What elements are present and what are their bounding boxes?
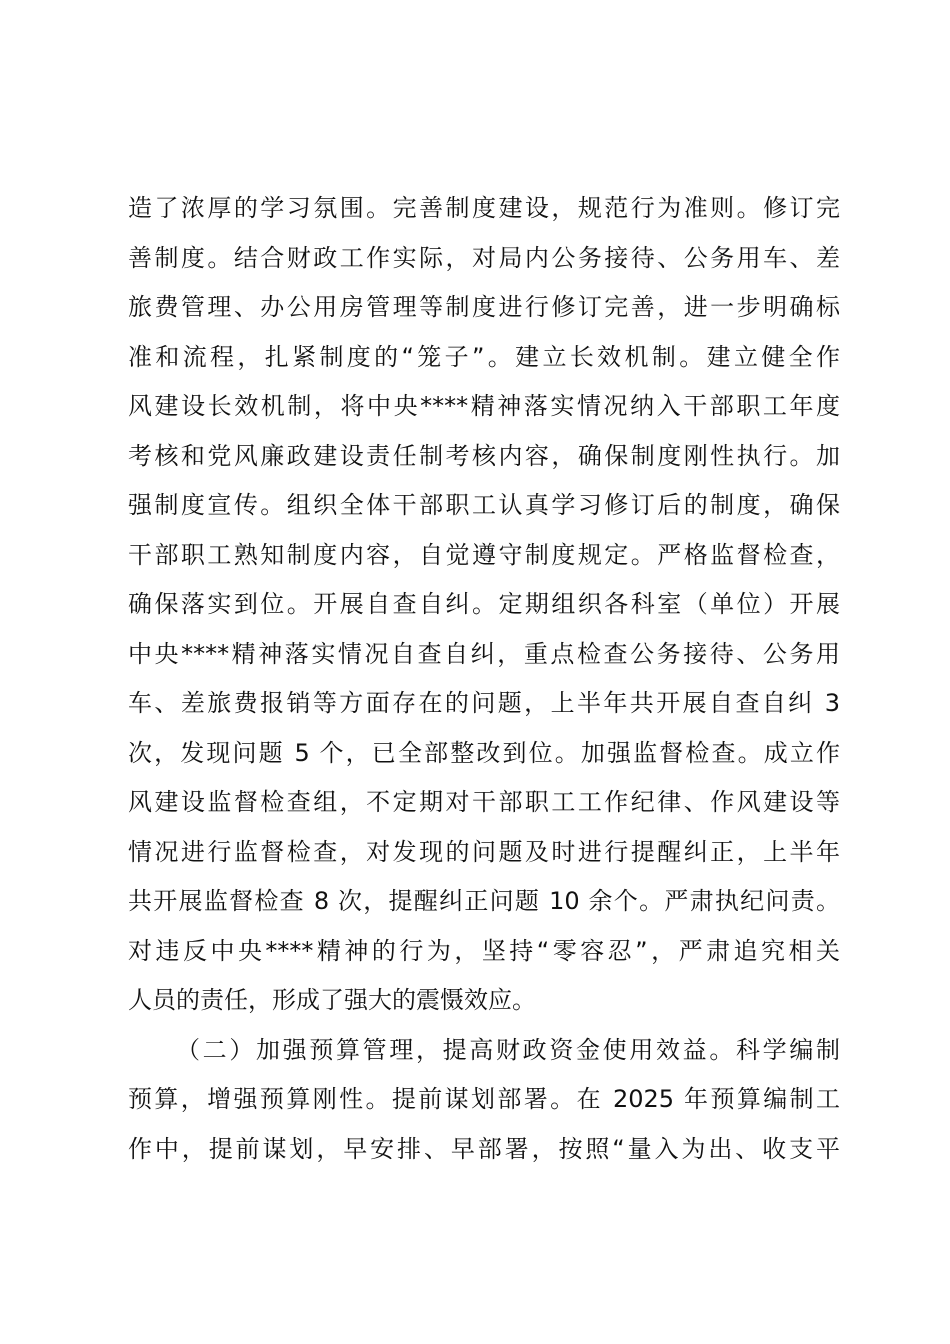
text-line: 对违反中央****精神的行为，坚持“零容忍”，严肃追究相关 [128, 936, 840, 965]
text-line: 风建设监督检查组，不定期对干部职工工作纪律、作风建设等 [128, 788, 840, 816]
text-line: 情况进行监督检查，对发现的问题及时进行提醒纠正，上半年 [128, 837, 840, 866]
text-line: 干部职工熟知制度内容，自觉遵守制度规定。严格监督检查， [128, 540, 840, 569]
text-line: 次，发现问题 5 个，已全部整改到位。加强监督检查。成立作 [128, 738, 840, 767]
paragraph-end-line: 人员的责任，形成了强大的震慑效应。 [128, 986, 536, 1014]
section-heading-line: （二）加强预算管理，提高财政资金使用效益。科学编制 [176, 1035, 840, 1064]
text-line: 车、差旅费报销等方面存在的问题，上半年共开展自查自纠 3 [128, 689, 840, 717]
text-line: 共开展监督检查 8 次，提醒纠正问题 10 余个。严肃执纪问责。 [128, 887, 840, 915]
text-line: 考核和党风廉政建设责任制考核内容，确保制度刚性执行。加 [128, 441, 840, 470]
text-line: 强制度宣传。组织全体干部职工认真学习修订后的制度，确保 [128, 491, 840, 519]
document-body [128, 184, 840, 1174]
text-line: 旅费管理、办公用房管理等制度进行修订完善，进一步明确标 [128, 293, 840, 321]
text-line: 造了浓厚的学习氛围。完善制度建设，规范行为准则。修订完 [128, 194, 840, 222]
text-line: 中央****精神落实情况自查自纠，重点检查公务接待、公务用 [128, 639, 840, 668]
text-line: 预算，增强预算刚性。提前谋划部署。在 2025 年预算编制工 [128, 1085, 840, 1113]
text-line: 准和流程，扎紧制度的“笼子”。建立长效机制。建立健全作 [128, 342, 840, 371]
text-line: 确保落实到位。开展自查自纠。定期组织各科室（单位）开展 [128, 590, 840, 618]
text-line: 善制度。结合财政工作实际，对局内公务接待、公务用车、差 [128, 243, 840, 272]
text-line: 风建设长效机制，将中央****精神落实情况纳入干部职工年度 [128, 392, 840, 420]
text-line: 作中，提前谋划，早安排、早部署，按照“量入为出、收支平 [128, 1134, 840, 1163]
